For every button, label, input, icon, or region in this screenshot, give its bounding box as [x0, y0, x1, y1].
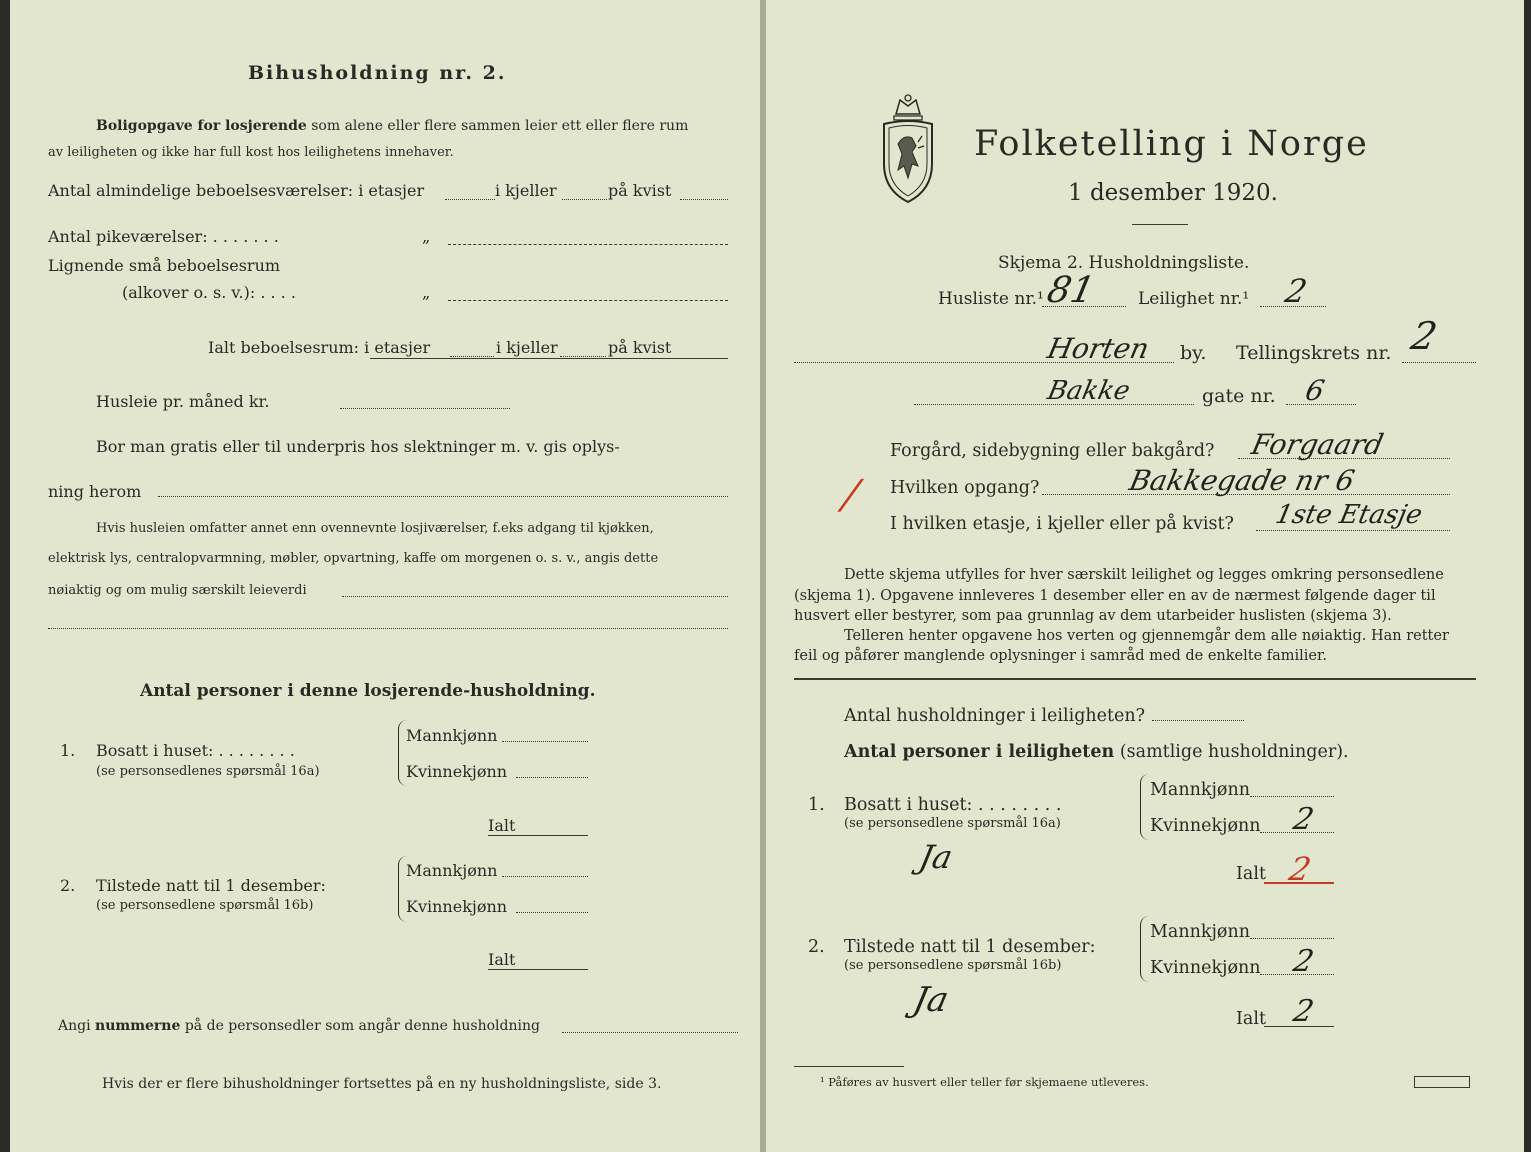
right-bosatt-sub: (se personsedlene spørsmål 16a): [844, 816, 1061, 831]
right-title: Folketelling i Norge: [974, 124, 1369, 164]
left-tilstede-num: 2.: [60, 876, 76, 895]
krets-value: 2: [1407, 314, 1441, 358]
gate-value: Bakke: [1044, 376, 1133, 406]
right-bosatt-ialt: Ialt: [1236, 864, 1266, 884]
krets-label: Tellingskrets nr.: [1236, 342, 1392, 364]
right-tilstede-kvinne: Kvinnekjønn: [1150, 958, 1261, 978]
intro-rest: som alene eller flere sammen leier ett eller flere rum: [311, 118, 689, 134]
right-tilstede-kvinne-value: 2: [1290, 944, 1317, 979]
by-label: by.: [1180, 342, 1207, 364]
intro-line-2: av leiligheten og ikke har full kost hos leilighetens innehaver.: [48, 145, 454, 160]
hvis-line-2: elektrisk lys, centralopvarmning, møbler, opvartning, kaffe om morgenen o. s. v., angis dette: [48, 551, 659, 566]
etasje-value: 1ste Etasje: [1272, 500, 1425, 530]
gate-label: gate nr.: [1202, 385, 1276, 407]
left-footer: Hvis der er flere bihusholdninger fortsettes på en ny husholdningsliste, side 3.: [102, 1076, 662, 1092]
opgang-value: Bakkegade nr 6: [1126, 464, 1358, 497]
husliste-label: Husliste nr.¹: [938, 289, 1044, 309]
right-tilstede-num: 2.: [808, 937, 825, 957]
rooms-kjeller-label: i kjeller: [495, 181, 557, 200]
left-bosatt-sub: (se personsedlenes spørsmål 16a): [96, 764, 320, 779]
instructions-line-1: Dette skjema utfylles for hver særskilt leilighet og legges omkring personsedlene: [844, 567, 1444, 583]
angi-rest: på de personsedler som angår denne husholdning: [184, 1018, 540, 1034]
skjema-label: Skjema 2. Husholdningsliste.: [998, 253, 1250, 273]
etasje-label: I hvilken etasje, i kjeller eller på kvist?: [890, 514, 1234, 534]
right-bosatt-label: Bosatt i huset: . . . . . . . .: [844, 795, 1062, 815]
left-tilstede-mann: Mannkjønn: [406, 861, 498, 880]
left-bosatt-ialt: Ialt: [488, 816, 516, 835]
right-persons-rest: (samtlige husholdninger).: [1119, 742, 1349, 762]
rooms-label: Antal almindelige beboelsesværelser: i etasjer: [48, 181, 425, 200]
hvis-line-1: Hvis husleien omfatter annet enn ovennevnte losjiværelser, f.eks adgang til kjøkken,: [96, 521, 654, 536]
right-tilstede-mann: Mannkjønn: [1150, 922, 1251, 942]
right-persons-heading: [844, 742, 1349, 762]
pike-label: Antal pikeværelser: . . . . . . .: [48, 227, 279, 246]
rooms-kvist-label: på kvist: [608, 181, 672, 200]
right-persons-bold: Antal personer i leiligheten: [844, 742, 1115, 762]
ialt-kjeller-label: i kjeller: [496, 338, 558, 357]
lignende-ditto: „: [422, 283, 431, 302]
right-tilstede-ialt: Ialt: [1236, 1009, 1266, 1029]
left-persons-heading: Antal personer i denne losjerende-husholdning.: [140, 681, 596, 701]
printer-stamp: [1414, 1076, 1470, 1088]
intro-bold: Boligopgave for losjerende: [96, 118, 307, 134]
angi-prefix: Angi: [58, 1018, 91, 1034]
leilighet-value: 2: [1281, 272, 1311, 310]
forgaard-value: Forgaard: [1248, 428, 1387, 461]
by-value: Horten: [1044, 332, 1153, 365]
right-bosatt-kvinne: Kvinnekjønn: [1150, 816, 1261, 836]
right-tilstede-ja: Ja: [909, 980, 953, 1020]
gratis-line-1: Bor man gratis eller til underpris hos slektninger m. v. gis oplys-: [96, 437, 620, 456]
right-bosatt-kvinne-value: 2: [1290, 802, 1317, 837]
gate-nr-value: 6: [1302, 374, 1328, 407]
margin-check-mark: /: [839, 472, 863, 518]
husliste-value: 81: [1043, 270, 1099, 311]
right-tilstede-sub: (se personsedlene spørsmål 16b): [844, 958, 1062, 973]
right-page: [766, 0, 1524, 1152]
hvis-line-3: nøiaktig og om mulig særskilt leieverdi: [48, 583, 307, 598]
lignende-label-1: Lignende små beboelsesrum: [48, 256, 281, 275]
angi-bold: nummerne: [95, 1018, 181, 1034]
left-tilstede-label: Tilstede natt til 1 desember:: [96, 876, 326, 895]
left-bosatt-num: 1.: [60, 741, 76, 760]
census-date: 1 desember 1920.: [1068, 180, 1278, 206]
ialt-rooms-label: Ialt beboelsesrum: i etasjer: [208, 338, 431, 357]
right-bosatt-num: 1.: [808, 795, 825, 815]
opgang-label: Hvilken opgang?: [890, 478, 1040, 498]
right-bosatt-ja: Ja: [915, 838, 956, 876]
instructions-line-4: Telleren henter opgavene hos verten og gjennemgår dem alle nøiaktig. Han retter: [844, 628, 1449, 644]
left-bosatt-label: Bosatt i huset: . . . . . . . .: [96, 741, 295, 760]
instructions-line-3: husvert eller bestyrer, som paa grunnlag av dem utarbeider huslisten (skjema 3).: [794, 608, 1392, 624]
husholdninger-label: Antal husholdninger i leiligheten?: [844, 706, 1146, 726]
ialt-kvist-label: på kvist: [608, 338, 672, 357]
norway-coat-of-arms-icon: [878, 92, 938, 206]
left-bosatt-mann: Mannkjønn: [406, 726, 498, 745]
footnote: ¹ Påføres av husvert eller teller før skjemaene utleveres.: [820, 1075, 1149, 1089]
right-bosatt-mann: Mannkjønn: [1150, 780, 1251, 800]
left-bosatt-kvinne: Kvinnekjønn: [406, 762, 508, 781]
angi-line: [58, 1018, 540, 1034]
pike-ditto: „: [422, 227, 431, 246]
left-page: [10, 0, 760, 1152]
left-tilstede-sub: (se personsedlene spørsmål 16b): [96, 898, 314, 913]
right-tilstede-label: Tilstede natt til 1 desember:: [844, 937, 1096, 957]
leilighet-label: Leilighet nr.¹: [1138, 289, 1250, 309]
intro-line-1: [96, 118, 688, 134]
instructions-line-2: (skjema 1). Opgavene innleveres 1 desember eller en av de nærmest følgende dager til: [794, 588, 1436, 604]
right-bosatt-ialt-value: 2: [1285, 850, 1315, 888]
right-tilstede-ialt-value: 2: [1290, 994, 1317, 1029]
husleie-label: Husleie pr. måned kr.: [96, 392, 270, 411]
left-title: Bihusholdning nr. 2.: [248, 62, 507, 84]
forgaard-label: Forgård, sidebygning eller bakgård?: [890, 441, 1215, 461]
left-tilstede-kvinne: Kvinnekjønn: [406, 897, 508, 916]
lignende-label-2: (alkover o. s. v.): . . . .: [122, 283, 296, 302]
left-tilstede-ialt: Ialt: [488, 950, 516, 969]
gratis-line-2: ning herom: [48, 482, 142, 501]
instructions-line-5: feil og påfører manglende oplysninger i samråd med de enkelte familier.: [794, 648, 1327, 664]
